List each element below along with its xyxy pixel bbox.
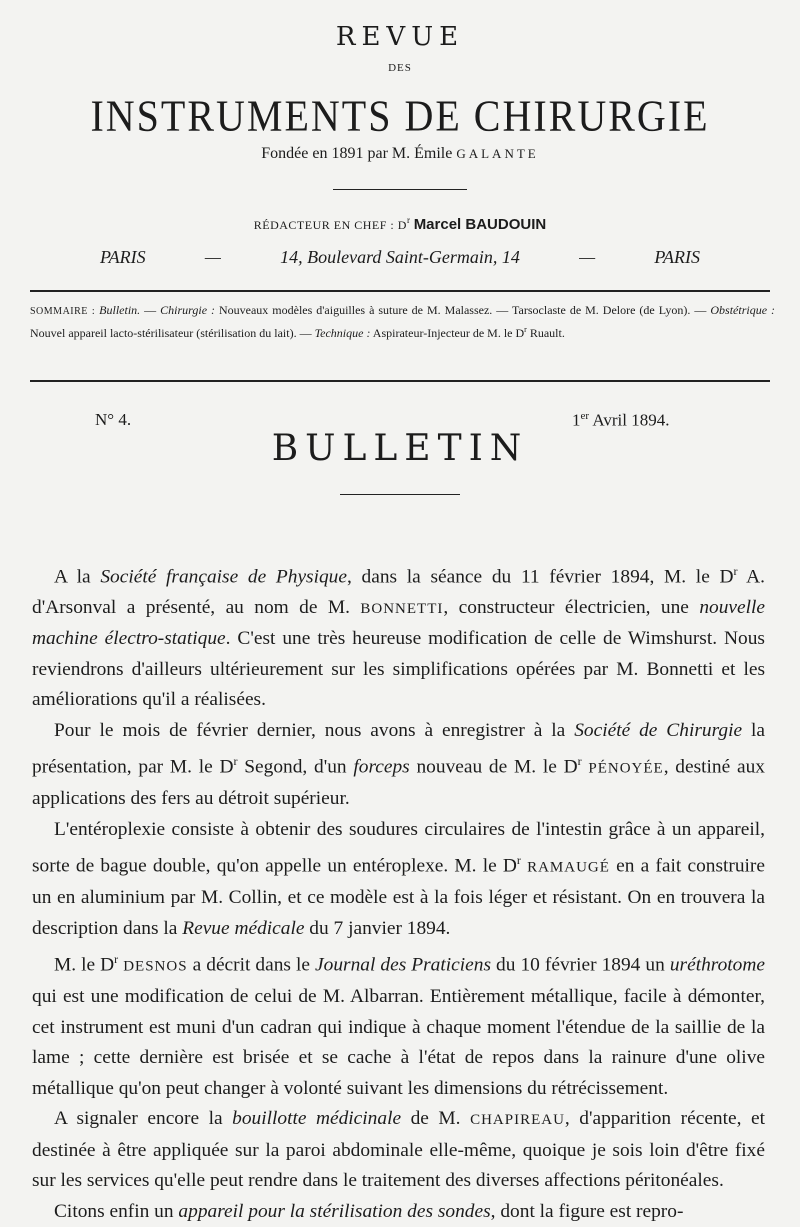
issue-date-day: 1 — [572, 410, 581, 430]
journal-title: INSTRUMENTS DE CHIRURGIE — [90, 90, 710, 141]
paragraph — [32, 815, 765, 944]
paragraph-segment: r — [733, 564, 738, 578]
masthead-revue: REVUE — [335, 22, 465, 52]
editor-sup: r — [406, 215, 410, 225]
issue-date-rest: Avril 1894. — [589, 410, 670, 430]
address-city-right: PARIS — [654, 247, 700, 267]
sommaire-text: Ruault. — [526, 326, 565, 340]
paragraph-segment: A la — [54, 566, 101, 588]
issue-number: N° 4. — [95, 410, 132, 429]
paragraph — [32, 944, 765, 1104]
paragraph-segment: bouillotte médicinale — [232, 1108, 402, 1130]
paragraph-segment: la présentation, par M. le D — [32, 719, 765, 778]
paragraph-segment: du 7 janvier 1894. — [304, 917, 451, 939]
paragraph-segment: L'entéroplexie consiste à obtenir des soudures circulaires de l'intestin grâce à un appareil, sorte de bague double, qu'on appelle un entéroplexe. M. le D — [32, 818, 765, 877]
sommaire-obstetrique: Obstétrique : — [710, 303, 776, 317]
paragraph-segment: A. d'Arsonval a présenté, au nom de M. — [32, 566, 765, 618]
paragraph-segment: a décrit dans le — [187, 954, 316, 976]
paragraph-segment: , d'apparition récente, et destinée à être appliquée sur la paroi abdominale elle-même, quoique je sois loin d'être fixé sur les services qu'elle peut rendre dans le traitement des diverses affections péritonéales. — [32, 1108, 765, 1192]
paragraph-segment: du 10 février 1894 un — [491, 954, 670, 976]
article-body — [32, 556, 765, 1227]
sommaire-bulletin: Bulletin. — [99, 303, 141, 317]
paragraph-segment: BONNETTI — [360, 600, 444, 617]
sommaire-text: — — [140, 303, 161, 317]
paragraph-segment: Segond, d'un — [237, 756, 354, 778]
sommaire-top-rule — [30, 290, 770, 292]
paragraph-segment: forceps — [353, 756, 410, 778]
paragraph-segment: qui est une modification de celui de M. Albarran. Entièrement métallique, facile à démonter, cet instrument est muni d'un cadran qui indique à chaque moment l'étendue de la saillie de la lame ; cette dernière est brisée et se cache à l'état de repos dans la rainure d'une olive métallique qu'on peut changer à volonté suivant les dimensions du rétrécissement. — [32, 986, 765, 1099]
paragraph-segment: CHAPIREAU — [470, 1112, 565, 1129]
paragraph-segment: r — [516, 853, 521, 868]
paragraph-segment: DESNOS — [123, 958, 188, 975]
address-dash-right: — — [579, 247, 596, 267]
paragraph-segment: , dont la figure est repro- — [490, 1200, 684, 1222]
paragraph-segment: Revue médicale — [182, 917, 305, 939]
address-line — [100, 247, 700, 268]
paragraph — [32, 556, 765, 716]
sommaire-chirurgie: Chirurgie : — [160, 303, 215, 317]
paragraph-segment: nouvelle machine électro-statique — [32, 596, 765, 650]
founder-name: GALANTE — [456, 146, 539, 161]
paragraph-segment: r — [577, 754, 582, 769]
sommaire — [30, 301, 775, 342]
sommaire-sup: r — [524, 325, 527, 334]
paragraph-segment: Pour le mois de février dernier, nous avons à enregistrer à la — [54, 719, 575, 741]
paragraph-segment: RAMAUGÉ — [527, 859, 610, 876]
address-street: 14, Boulevard Saint-Germain, 14 — [280, 247, 520, 267]
paragraph-segment: A signaler encore la — [54, 1108, 233, 1130]
sommaire-technique: Technique : — [314, 326, 371, 340]
section-heading: BULLETIN — [271, 428, 529, 469]
masthead-des: DES — [388, 62, 412, 74]
editor-name: Marcel BAUDOUIN — [413, 216, 547, 233]
address-dash-left: — — [204, 247, 221, 267]
sommaire-text: Nouveaux modèles d'aiguilles à suture de M. Malassez. — Tarsoclaste de M. Delore (de Lyon). — — [215, 303, 711, 317]
paragraph-segment: de M. — [401, 1108, 471, 1130]
paragraph-segment: r — [114, 952, 119, 967]
editor-label: RÉDACTEUR EN CHEF : D — [253, 218, 407, 232]
paragraph — [32, 1197, 765, 1227]
editor-line — [0, 215, 800, 234]
founded-prefix: Fondée en 1891 par M. Émile — [261, 145, 453, 162]
paragraph-segment: Société française de Physique — [100, 566, 347, 588]
paragraph-segment: en a fait construire un en aluminium par M. Collin, et ce modèle est à la fois léger et résistant. On en trouvera la description dans la — [32, 855, 765, 939]
masthead-divider — [333, 189, 467, 190]
paragraph-segment: , destiné aux applications des fers au détroit supérieur. — [32, 756, 765, 810]
heading-divider — [340, 494, 460, 495]
paragraph-segment: PÉNOYÉE — [588, 760, 664, 777]
paragraph — [32, 1104, 765, 1197]
paragraph-segment: uréthrotome — [669, 954, 765, 976]
sommaire-text: Aspirateur-Injecteur de M. le D — [370, 326, 525, 340]
paragraph-segment: nouveau de M. le D — [409, 756, 578, 778]
paragraph-segment: , dans la séance du 11 février 1894, M. le D — [346, 566, 734, 588]
paragraph-segment: , constructeur électricien, une — [443, 596, 700, 618]
issue-date-sup: er — [580, 410, 590, 422]
paragraph-segment: r — [233, 754, 238, 769]
founded-line — [0, 145, 800, 163]
paragraph-segment: M. le D — [54, 954, 115, 976]
sommaire-bottom-rule — [30, 380, 770, 382]
paragraph-segment: . C'est une très heureuse modification de celle de Wimshurst. Nous reviendrons d'ailleurs ultérieurement sur les simplifications opérées par M. Bonnetti et les améliorations qu'il a réalisées. — [32, 628, 765, 711]
sommaire-text: Nouvel appareil lacto-stérilisateur (stérilisation du lait). — — [30, 326, 315, 340]
paragraph-segment: Citons enfin un — [54, 1200, 179, 1222]
address-city-left: PARIS — [100, 247, 146, 267]
sommaire-label: SOMMAIRE : — [30, 306, 96, 317]
paragraph — [32, 716, 765, 815]
paragraph-segment: Société de Chirurgie — [574, 719, 743, 741]
paragraph-segment: Journal des Praticiens — [315, 954, 491, 976]
paragraph-segment: appareil pour la stérilisation des sondes — [178, 1200, 491, 1222]
